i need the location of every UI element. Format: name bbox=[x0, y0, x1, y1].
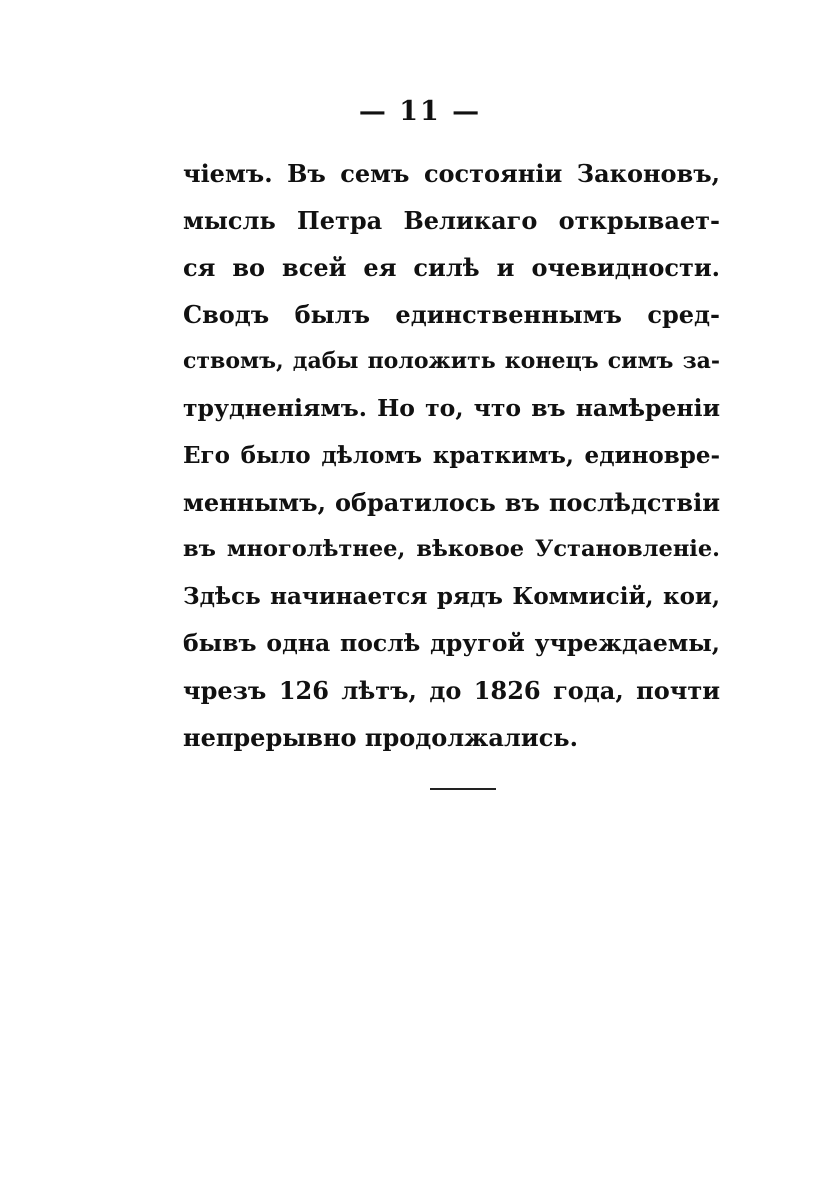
text-line-2: мысль Петра Великаго открывает- bbox=[183, 206, 720, 235]
text-line-4: Сводъ былъ единственнымъ сред- bbox=[183, 300, 720, 329]
text-line-11: бывъ одна послѣ другой учреждаемы, bbox=[183, 629, 720, 657]
text-line-13: непрерывно продолжались. bbox=[183, 723, 578, 752]
text-line-12: чрезъ 126 лѣтъ, до 1826 года, почти bbox=[183, 676, 720, 705]
text-line-10: Здѣсь начинается рядъ Коммисій, кои, bbox=[183, 583, 720, 610]
text-line-3: ся во всей ея силѣ и очевидности. bbox=[183, 253, 720, 282]
closing-rule-divider bbox=[430, 788, 496, 790]
text-line-1: чіемъ. Въ семъ состояніи Законовъ, bbox=[183, 159, 720, 188]
page-number-header: — 11 — bbox=[358, 96, 482, 127]
body-text bbox=[183, 150, 720, 761]
text-line-8: меннымъ, обратилось въ послѣдствіи bbox=[183, 488, 720, 517]
text-line-7: Его было дѣломъ краткимъ, единовре- bbox=[183, 442, 720, 469]
text-line-5: ствомъ, дабы положить конецъ симъ за- bbox=[183, 348, 720, 374]
text-line-9: въ многолѣтнее, вѣковое Установленіе. bbox=[183, 536, 720, 562]
text-line-6: трудненіямъ. Но то, что въ намѣреніи bbox=[183, 394, 720, 422]
